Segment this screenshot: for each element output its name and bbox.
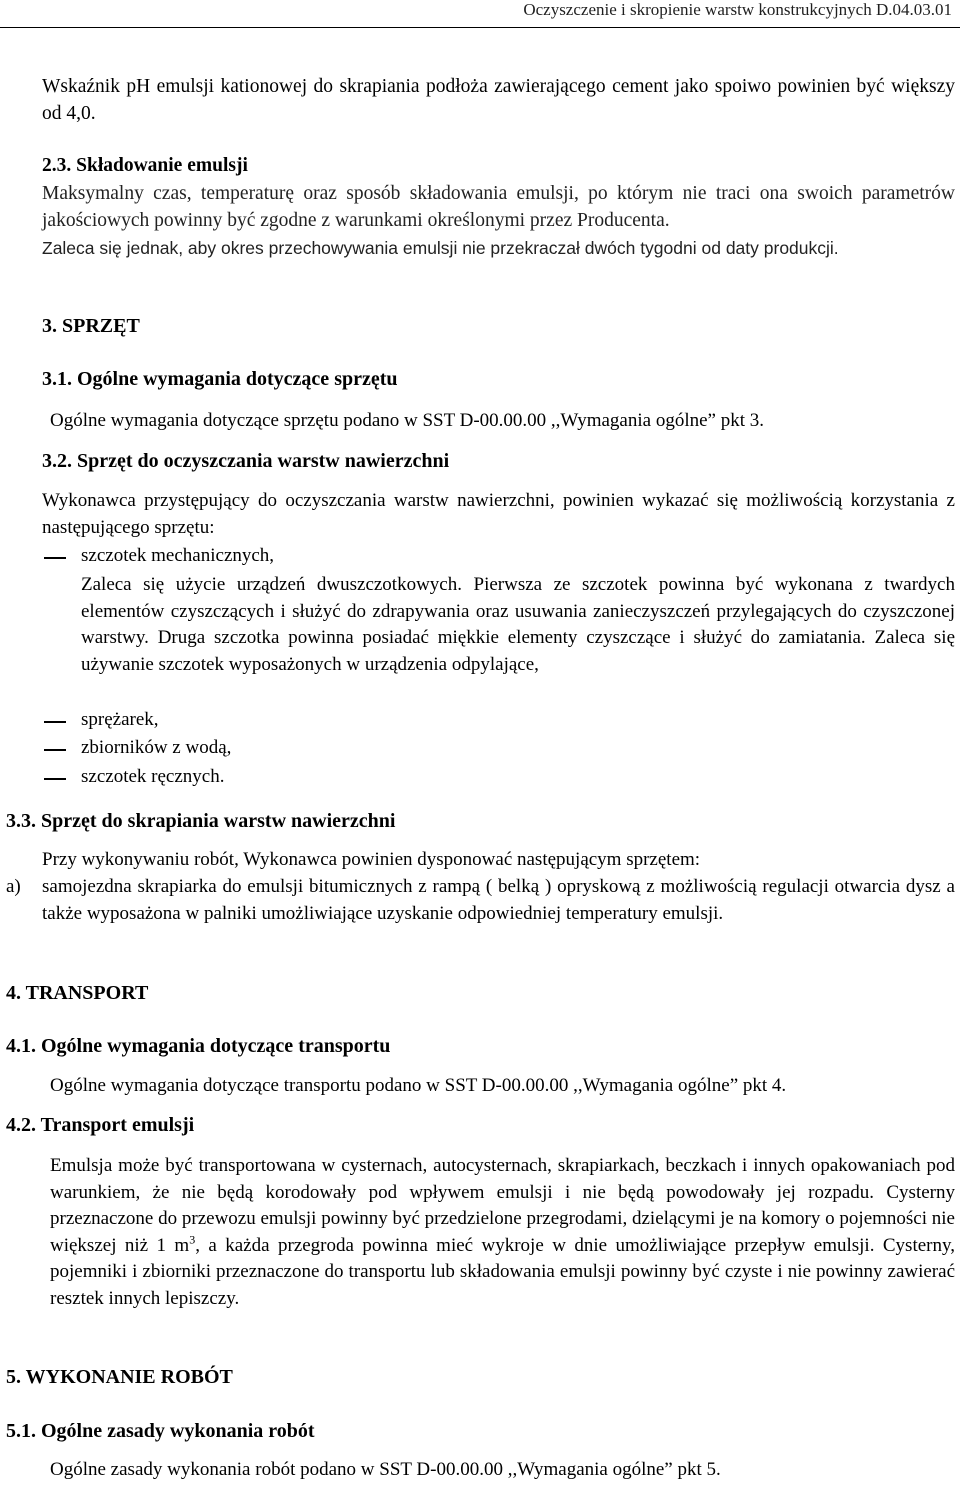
section-4-heading: 4. TRANSPORT [6,982,149,1004]
section-3-heading: 3. SPRZĘT [42,315,140,337]
section-4-1-text: Ogólne wymagania dotyczące transportu podano w SST D-00.00.00 ,,Wymagania ogólne” pkt 4. [50,1075,787,1096]
list-item: sprężarek, [81,709,159,730]
intro-paragraph: Wskaźnik pH emulsji kationowej do skrapiania podłoża zawierającego cement jako spoiwo powinien być większy od 4,0. [42,76,955,124]
section-4-2-text-a: Emulsja może być transportowana w cysternach, autocysternach, skrapiarkach, beczkach i innych opakowaniach pod warunkiem, że nie będą korodowały pod wpływem emulsji i nie będą powodowały jej rozpadu. Cysterny przeznaczone do przewozu emulsji powinny być przedzielone przegrodami, dzielącymi je na komory o pojemności nie większej niż 1 m [50,1155,955,1256]
header-rule [0,27,960,28]
section-4-2-heading: 4.2. Transport emulsji [6,1114,195,1136]
section-5-1-heading: 5.1. Ogólne zasady wykonania robót [6,1420,315,1442]
section-3-3-intro: Przy wykonywaniu robót, Wykonawca powinien dysponować następującym sprzętem: [42,849,701,870]
list-marker-a: a) [6,876,21,897]
section-4-2-text-b: , a każda przegroda powinna mieć wykroje w dnie umożliwiające przepływ emulsji. Cysterny, pojemniki i zbiorniki przeznaczone do transportu lub składowania emulsji powinny być czyste i nie powinny zawierać resztek innych lepiszczy. [50,1234,955,1309]
running-header: Oczyszczenie i skropienie warstw konstrukcyjnych D.04.03.01 [523,0,952,19]
section-5-1-text: Ogólne zasady wykonania robót podano w SST D-00.00.00 ,,Wymagania ogólne” pkt 5. [50,1459,721,1480]
list-dash [44,721,66,723]
section-2-3-heading: 2.3. Składowanie emulsji [42,155,248,176]
section-3-3-item: samojezdna skrapiarka do emulsji bitumicznych z rampą ( belką ) opryskową z możliwością regulacji otwarcia dysz a także wyposażona w palniki umożliwiające uzyskanie odpowiedniej temperatury emulsji. [42,876,955,924]
list-item: zbiorników z wodą, [81,737,232,758]
section-2-3-paragraph-2: Zaleca się jednak, aby okres przechowywania emulsji nie przekraczał dwóch tygodni od daty produkcji. [42,238,839,258]
section-5-heading: 5. WYKONANIE ROBÓT [6,1366,233,1388]
list-item: szczotek ręcznych. [81,766,225,787]
section-3-3-heading: 3.3. Sprzęt do skrapiania warstw nawierzchni [6,810,396,832]
section-2-3-paragraph-1: Maksymalny czas, temperaturę oraz sposób składowania emulsji, po którym nie traci ona swoich parametrów jakościowych powinny być zgodne z warunkami określonymi przez Producenta. [42,183,955,231]
section-4-2-paragraph [50,1153,955,1313]
section-3-1-text: Ogólne wymagania dotyczące sprzętu podano w SST D-00.00.00 ,,Wymagania ogólne” pkt 3. [50,410,764,431]
list-dash [44,557,66,559]
list-dash [44,778,66,780]
superscript: 3 [189,1232,196,1247]
section-3-2-intro: Wykonawca przystępujący do oczyszczania warstw nawierzchni, powinien wykazać się możliwością korzystania z następującego sprzętu: [42,490,955,538]
list-item-note: Zaleca się użycie urządzeń dwuszczotkowych. Pierwsza ze szczotek powinna być wykonana z twardych elementów czyszczących i służyć do zdrapywania oraz usuwania zanieczyszczeń przylegających do czyszczonej warstwy. Druga szczotka powinna posiadać miękkie elementy czyszczące i służyć do zamiatania. Zaleca się używanie szczotek wyposażonych w urządzenia odpylające, [81,574,955,675]
list-item: szczotek mechanicznych, [81,545,275,566]
section-4-1-heading: 4.1. Ogólne wymagania dotyczące transportu [6,1035,391,1057]
section-3-1-heading: 3.1. Ogólne wymagania dotyczące sprzętu [42,368,398,390]
section-3-2-heading: 3.2. Sprzęt do oczyszczania warstw nawierzchni [42,450,450,472]
list-dash [44,749,66,751]
